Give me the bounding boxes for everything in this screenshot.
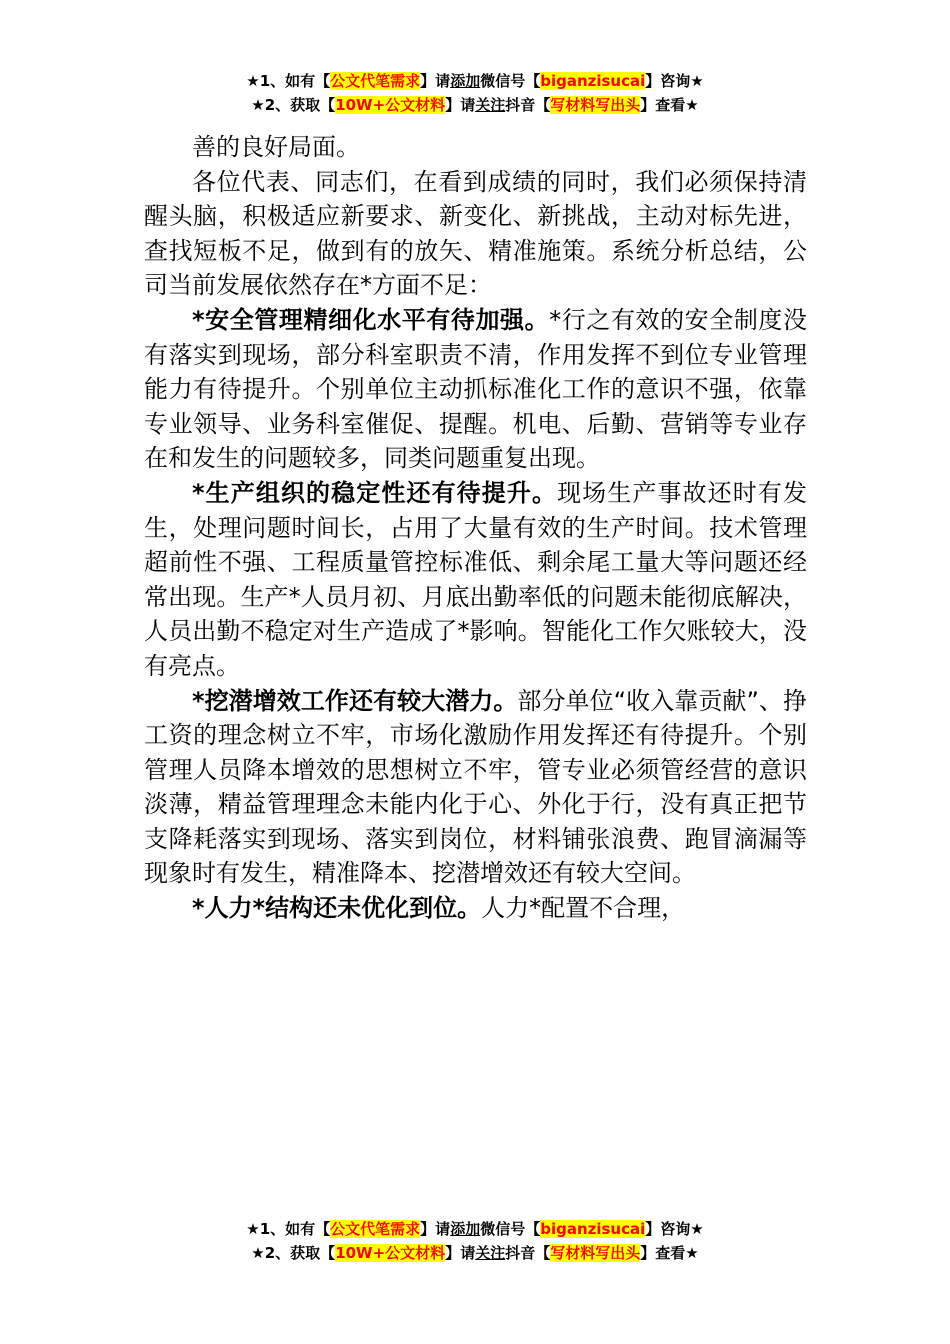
header-line-2: ★2、获取【10W+公文材料】请关注抖音【写材料写出头】查看★ (251, 96, 699, 114)
footer-line-1: ★1、如有【公文代笔需求】请添加微信号【biganzisucai】咨询★ (246, 1220, 704, 1238)
highlight-service: 公文代笔需求 (330, 72, 421, 90)
header-line-1: ★1、如有【公文代笔需求】请添加微信号【biganzisucai】咨询★ (246, 72, 704, 90)
paragraph-heading: *安全管理精细化水平有待加强。 (192, 305, 550, 334)
paragraph-heading: *挖潜增效工作还有较大潜力。 (192, 686, 518, 715)
paragraph-efficiency: *挖潜增效工作还有较大潜力。部分单位“收入靠贡献”、挣工资的理念树立不牢，市场化激励作用发挥还有待提升。个别管理人员降本增效的思想树立不牢，管专业必须管经营的意识淡薄，精益管理理念未能内化于心、外化于行，没有真正把节支降耗落实到现场、落实到岗位，材料铺张浪费、跑冒滴漏等现象时有发生，精准降本、挖潜增效还有较大空间。 (144, 686, 807, 888)
paragraph-intro: 各位代表、同志们，在看到成绩的同时，我们必须保持清醒头脑，积极适应新要求、新变化、新挑战，主动对标先进，查找短板不足，做到有的放矢、精准施策。系统分析总结，公司当前发展依然存在*方面不足： (144, 167, 807, 300)
paragraph-heading: *生产组织的稳定性还有待提升。 (192, 478, 558, 507)
paragraph-manpower: *人力*结构还未优化到位。人力*配置不合理， (192, 894, 686, 923)
footer-banner (0, 1217, 950, 1265)
paragraph-production: *生产组织的稳定性还有待提升。现场生产事故还时有发生，处理问题时间长，占用了大量有效的生产时间。技术管理超前性不强、工程质量管控标准低、剩余尾工量大等问题还经常出现。生产*人员月初、月底出勤率低的问题未能彻底解决，人员出勤不稳定对生产造成了*影响。智能化工作欠账较大，没有亮点。 (144, 478, 807, 680)
highlight-materials: 10W+公文材料 (335, 1244, 446, 1262)
highlight-wechat-id: biganzisucai (540, 72, 646, 90)
paragraph-heading: *人力*结构还未优化到位。 (192, 894, 482, 923)
highlight-wechat-id: biganzisucai (540, 1220, 646, 1238)
footer-line-2: ★2、获取【10W+公文材料】请关注抖音【写材料写出头】查看★ (251, 1244, 699, 1262)
highlight-douyin: 写材料写出头 (550, 1244, 641, 1262)
highlight-douyin: 写材料写出头 (550, 96, 641, 114)
highlight-service: 公文代笔需求 (330, 1220, 421, 1238)
document-body (144, 130, 807, 926)
header-banner (0, 69, 950, 117)
highlight-materials: 10W+公文材料 (335, 96, 446, 114)
paragraph-continuation: 善的良好局面。 (192, 133, 360, 161)
paragraph-safety: *安全管理精细化水平有待加强。*行之有效的安全制度没有落实到现场，部分科室职责不清，作用发挥不到位专业管理能力有待提升。个别单位主动抓标准化工作的意识不强，依靠专业领导、业务科室催促、提醒。机电、后勤、营销等专业存在和发生的问题较多，同类问题重复出现。 (144, 305, 807, 473)
